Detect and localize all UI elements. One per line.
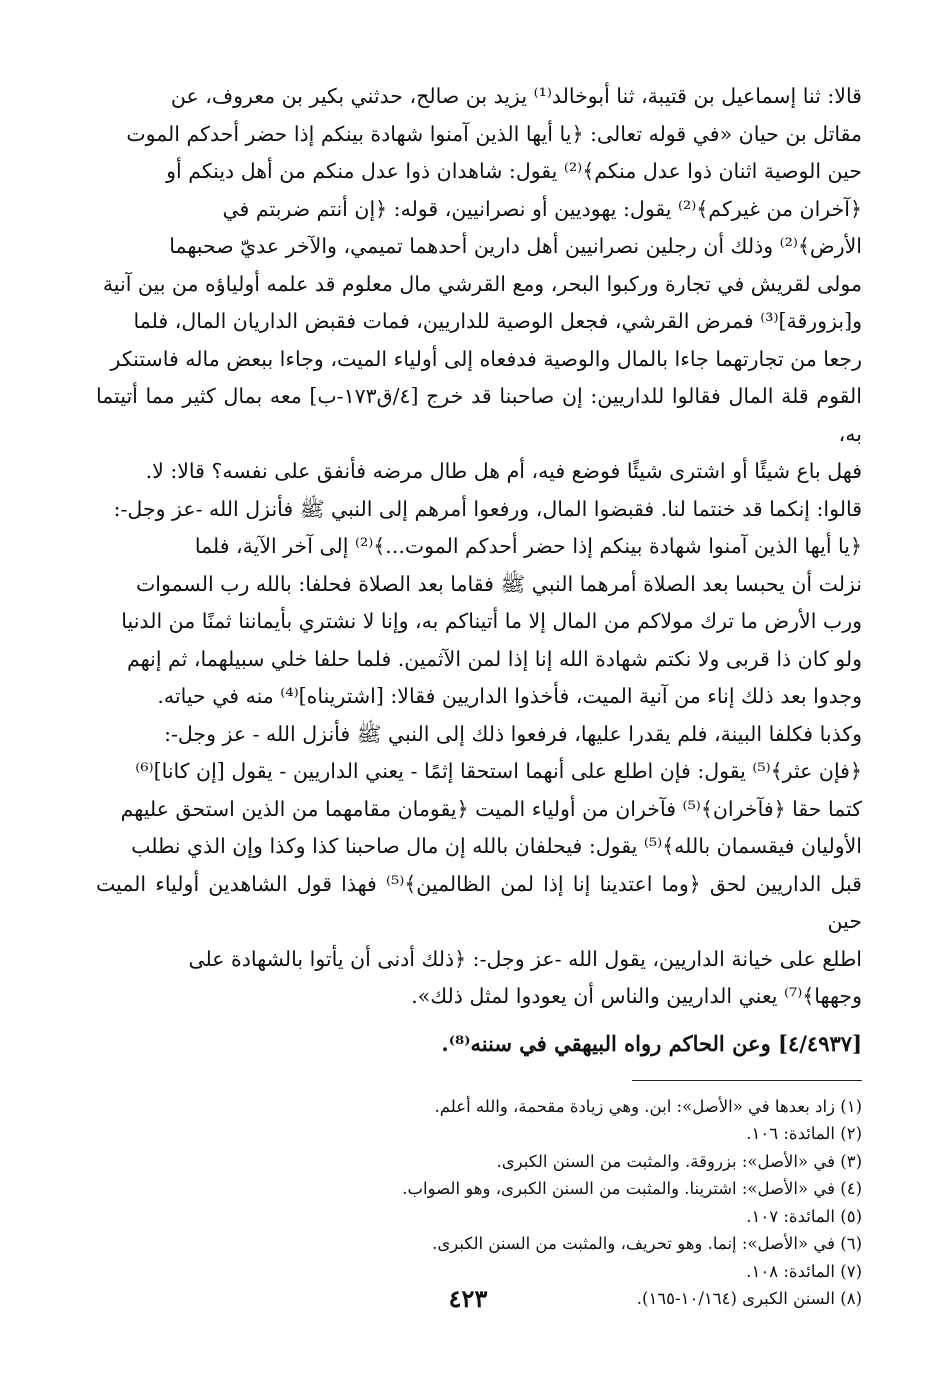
text-line: مقاتل بن حيان «في قوله تعالى: ﴿يا أيها الذين آمنوا شهادة بينكم إذا حضر أحدكم الموت (126, 121, 862, 146)
document-page (96, 78, 862, 1313)
text-line: حين الوصية اثنان ذوا عدل منكم﴾⁽²⁾ يقول: شاهدان ذوا عدل منكم من أهل دينكم أو (166, 159, 862, 183)
hadith-reference: [٤/٤٩٣٧] وعن الحاكم رواه البيهقي في سننه⁽⁸⁾. (441, 1030, 862, 1056)
text-line: قالا: ثنا إسماعيل بن قتيبة، ثنا أبوخالد⁽¹⁾ يزيد بن صالح، حدثني بكير بن معروف، عن (170, 84, 862, 108)
main-text (96, 78, 862, 1016)
footnote: (٨) السنن الكبرى (١٠/١٦٤-١٦٥). (636, 1289, 862, 1308)
text-line: نزلت أن يحبسا بعد الصلاة أمرهما النبي ﷺ فقاما بعد الصلاة فحلفا: بالله رب السموات (135, 571, 862, 596)
text-line: وكذبا فكلفا البينة، فلم يقدرا عليها، فرفعوا ذلك إلى النبي ﷺ فأنزل الله - عز وجل-: (164, 721, 862, 746)
footnote: (٤) في «الأصل»: اشترينا. والمثبت من السنن الكبرى، وهو الصواب. (402, 1179, 862, 1198)
text-line: القوم قلة المال فقالوا للداريين: إن صاحبنا قد خرج [٤/ق١٧٣-ب] معه بمال كثير مما أتيتما به، (96, 384, 862, 446)
text-line: فهل باع شيئًا أو اشترى شيئًا فوضع فيه، أم هل طال مرضه فأنفق على نفسه؟ قالا: لا. (145, 459, 862, 483)
footnote: (٥) المائدة: ١٠٧. (746, 1206, 862, 1226)
footnotes (96, 1093, 862, 1313)
footnote: (٢) المائدة: ١٠٦. (746, 1124, 862, 1143)
footnote: (١) زاد بعدها في «الأصل»: ابن. وهي زيادة مقحمة، والله أعلم. (434, 1096, 862, 1116)
text-line: اطلع على خيانة الداريين، يقول الله -عز وجل-: ﴿ذلك أدنى أن يأتوا بالشهادة على (188, 946, 862, 971)
text-line: ولو كان ذا قربى ولا نكتم شهادة الله إنا إذا لمن الآثمين. فلما حلفا خلي سبيلهما، ثم إنهم (127, 646, 862, 671)
text-line: وجدوا بعد ذلك إناء من آنية الميت، فأخذوا الداريين فقالا: [اشتريناه]⁽⁴⁾ منه في حياته. (157, 684, 862, 708)
text-line: الأرض﴾⁽²⁾ وذلك أن رجلين نصرانيين أهل دارين أحدهما تميمي، والآخر عديّ صحبهما (169, 234, 862, 258)
footnote-divider (632, 1080, 862, 1081)
footnote: (٦) في «الأصل»: إنما. وهو تحريف، والمثبت من السنن الكبرى. (432, 1234, 862, 1253)
text-line: ورب الأرض ما ترك مولاكم من المال إلا ما أتيناكم به، وإنا لا نشتري بأيماننا ثمنًا من الدنيا (121, 609, 862, 633)
footnote: (٣) في «الأصل»: بزروقة. والمثبت من السنن الكبرى. (496, 1151, 862, 1171)
text-line: كتما حقا ﴿فآخران﴾⁽⁵⁾ فآخران من أولياء الميت ﴿يقومان مقامهما من الذين استحق عليهم (120, 796, 862, 821)
text-line: قبل الداريين لحق ﴿وما اعتدينا إنا إذا لمن الظالمين﴾⁽⁵⁾ فهذا قول الشاهدين أولياء الميت حين (96, 871, 862, 933)
text-line: ﴿فإن عثر﴾⁽⁵⁾ يقول: فإن اطلع على أنهما استحقا إثمًا - يعني الداريين - يقول [إن كانا]⁽⁶⁾ (135, 759, 862, 783)
text-line: رجعا من تجارتهما جاءا بالمال والوصية فدفعاه إلى أولياء الميت، وجاءا ببعض ماله فاستنكر (110, 346, 862, 371)
text-line: الأوليان فيقسمان بالله﴾⁽⁵⁾ يقول: فيحلفان بالله إن مال صاحبنا كذا وكذا وإن الذي نطلب (131, 834, 862, 858)
text-line: مولى لقريش في تجارة وركبوا البحر، ومع القرشي مال معلوم قد علمه أولياؤه من بين آنية (102, 271, 862, 296)
footnote: (٧) المائدة: ١٠٨. (746, 1261, 862, 1281)
text-line: و[بزورقة]⁽³⁾ فمرض القرشي، فجعل الوصية للداريين، فمات فقبض الداريان المال، فلما (133, 309, 862, 333)
text-line: قالوا: إنكما قد خنتما لنا. فقبضوا المال، ورفعوا أمرهم إلى النبي ﷺ فأنزل الله -عز وجل-: (113, 496, 862, 521)
page-number: ٤٢٣ (448, 1284, 488, 1313)
text-line: ﴿آخران من غيركم﴾⁽²⁾ يقول: يهوديين أو نصرانيين، قوله: ﴿إن أنتم ضربتم في (222, 196, 862, 221)
text-line: ﴿يا أيها الذين آمنوا شهادة بينكم إذا حضر أحدكم الموت...﴾⁽²⁾ إلى آخر الآية، فلما (194, 534, 862, 558)
text-line: وجهها﴾⁽⁷⁾ يعني الداريين والناس أن يعودوا لمثل ذلك». (411, 984, 862, 1008)
